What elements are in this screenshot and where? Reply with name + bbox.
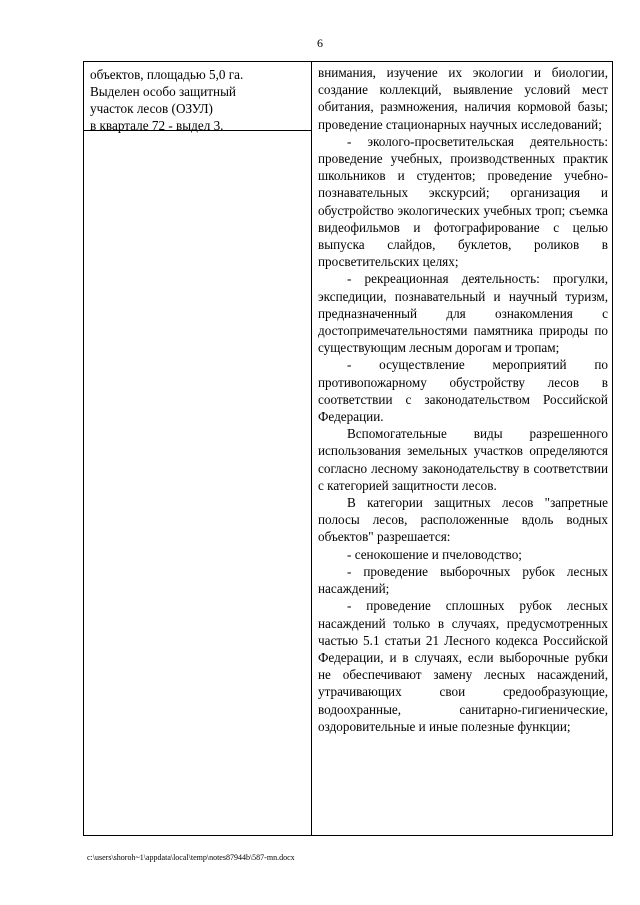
paragraph: - сенокошение и пчеловодство; [347, 546, 522, 562]
paragraph: - проведение сплошных рубок лесных насаждений только в случаях, предусмотренных частью 5.1 статьи 21 Лесного кодекса Российской Федерации, и в случаях, если выборочные рубки не обеспечивают замену лесных насаждений, утрачивающих свои средообразующие, водоохранные, санитарно-гигиенические, оздоровительные и иные полезные функции; [318, 598, 608, 734]
left-cell-line: объектов, площадью 5,0 га. [90, 67, 244, 82]
left-cell-text [90, 66, 308, 134]
table-cell-left-top [83, 61, 312, 131]
left-cell-line: участок лесов (ОЗУЛ) [90, 101, 213, 116]
paragraph: - эколого-просветительская деятельность: проведение учебных, производственных практик школьников и студентов; проведение учебно-познавательных экскурсий; организация и обустройство экологических учебных троп; съемка видеофильмов и фотографирование с целью выпуска слайдов, буклетов, роликов в просветительских целях; [318, 133, 608, 270]
paragraph: - проведение выборочных рубок лесных насаждений; [318, 563, 608, 597]
right-cell-text [318, 64, 608, 735]
table-cell-left-bottom [83, 130, 312, 836]
paragraph: Вспомогательные виды разрешенного использования земельных участков определяются согласно лесному законодательству в соответствии с категорией защитности лесов. [318, 426, 608, 493]
document-table [83, 61, 613, 836]
paragraph: - рекреационная деятельность: прогулки, экспедиции, познавательный и научный туризм, предназначенный для ознакомления с достопримечательностями памятника природы по существующим лесным дорогам и тропам; [318, 271, 608, 356]
paragraph: В категории защитных лесов "запретные полосы лесов, расположенные вдоль водных объектов" разрешается: [318, 495, 608, 545]
page-number: 6 [317, 36, 323, 50]
paragraph: - осуществление мероприятий по противопожарному обустройству лесов в соответствии с законодательством Российской Федерации. [318, 357, 608, 425]
paragraph: внимания, изучение их экологии и биологии, создание коллекций, выявление условий мест обитания, размножения, наличия кормовой базы; проведение стационарных научных исследований; [318, 65, 608, 132]
footer-file-path: c:\users\shoroh~1\appdata\local\temp\notes87944b\587-mn.docx [87, 853, 295, 862]
left-cell-line: в квартале 72 - выдел 3. [90, 118, 224, 133]
left-cell-line: Выделен особо защитный [90, 84, 236, 99]
table-cell-right [311, 61, 613, 836]
